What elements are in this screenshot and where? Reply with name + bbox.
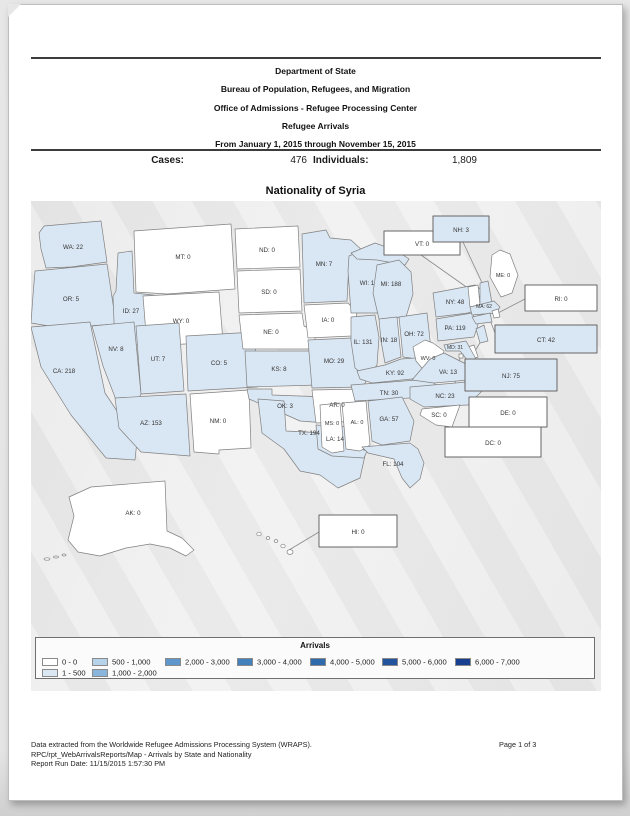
state-label-IA: IA: 0 xyxy=(321,317,335,324)
header-line-report-type: Refugee Arrivals xyxy=(281,120,350,131)
state-label-OR: OR: 5 xyxy=(62,296,80,303)
state-label-OH: OH: 72 xyxy=(404,331,424,338)
legend-item xyxy=(237,653,302,667)
state-label-SD: SD: 0 xyxy=(261,289,277,296)
legend-range-label: 0 - 0 xyxy=(62,657,78,667)
state-label-GA: GA: 57 xyxy=(379,416,399,423)
leader-nh xyxy=(463,242,484,287)
ak-island xyxy=(62,554,66,556)
us-choropleth-map xyxy=(31,201,601,635)
legend-swatch xyxy=(310,658,326,666)
header-rule-bottom xyxy=(31,149,601,151)
callout-label-DC: DC: 0 xyxy=(485,440,501,447)
state-label-KS: KS: 8 xyxy=(271,366,287,373)
footer-run-date: Report Run Date: 11/15/2015 1:57:30 PM xyxy=(31,759,166,768)
state-label-WV: WV: 0 xyxy=(420,356,436,362)
legend-range-label: 2,000 - 3,000 xyxy=(185,657,230,667)
map-legend xyxy=(35,637,595,679)
state-label-VA: VA: 13 xyxy=(438,369,458,376)
totals-row xyxy=(9,155,622,171)
legend-range-label: 4,000 - 5,000 xyxy=(330,657,375,667)
report-footer xyxy=(31,740,471,769)
footer-source-line: Data extracted from the Worldwide Refugee Admissions Processing System (WRAPS). xyxy=(31,740,312,749)
state-label-IL: IL: 131 xyxy=(353,339,373,346)
hi-island xyxy=(287,550,293,555)
state-label-UT: UT: 7 xyxy=(150,356,166,363)
individuals-value: 1,809 xyxy=(451,155,477,166)
state-NH xyxy=(480,281,492,305)
callout-label-CT: CT: 42 xyxy=(537,337,555,344)
state-label-MT: MT: 0 xyxy=(175,254,191,261)
state-label-KY: KY: 92 xyxy=(385,370,405,377)
state-label-MD: MD: 31 xyxy=(446,345,464,351)
page-number: Page 1 of 3 xyxy=(499,740,537,749)
state-label-WY: WY: 0 xyxy=(172,318,190,325)
legend-item xyxy=(42,653,78,667)
callout-label-HI: HI: 0 xyxy=(351,529,365,536)
state-label-NY: NY: 48 xyxy=(445,299,465,306)
state-label-ND: ND: 0 xyxy=(259,247,275,254)
leader-hi xyxy=(289,532,319,550)
state-label-LA: LA: 14 xyxy=(326,436,344,443)
ak-island xyxy=(44,558,50,560)
state-label-CO: CO: 5 xyxy=(210,360,228,367)
state-label-MA: MA: 62 xyxy=(476,304,492,310)
callout-label-NH: NH: 3 xyxy=(453,227,469,234)
hi-island xyxy=(266,537,270,540)
legend-range-label: 1,000 - 2,000 xyxy=(112,668,157,678)
legend-swatch xyxy=(165,658,181,666)
state-MI xyxy=(373,260,413,319)
cases-value: 476 xyxy=(290,155,307,166)
state-AL xyxy=(342,401,370,451)
state-label-ME: ME: 0 xyxy=(495,273,511,279)
legend-range-label: 500 - 1,000 xyxy=(112,657,151,667)
callout-label-DE: DE: 0 xyxy=(500,410,516,417)
report-page xyxy=(8,4,623,801)
legend-item xyxy=(42,664,86,678)
leader-ri xyxy=(496,299,525,314)
footer-report-path: RPC/rpt_WebArrivalsReports/Map - Arrivals by State and Nationality xyxy=(31,749,252,759)
state-label-NE: NE: 0 xyxy=(263,329,279,336)
individuals-label: Individuals: xyxy=(313,155,369,166)
state-label-AL: AL: 0 xyxy=(350,420,364,426)
state-label-TX: TX: 194 xyxy=(298,430,320,437)
callout-label-NJ: NJ: 75 xyxy=(502,373,520,380)
hi-island xyxy=(257,532,261,536)
state-label-AZ: AZ: 153 xyxy=(140,420,162,427)
legend-item xyxy=(382,653,447,667)
callout-label-VT: VT: 0 xyxy=(414,241,430,248)
state-label-WA: WA: 22 xyxy=(62,244,84,251)
legend-range-label: 3,000 - 4,000 xyxy=(257,657,302,667)
legend-swatch xyxy=(92,669,108,677)
map-title: Nationality of Syria xyxy=(265,185,366,197)
report-header xyxy=(9,62,622,153)
state-label-TN: TN: 30 xyxy=(379,390,399,397)
state-label-SC: SC: 0 xyxy=(431,412,447,419)
state-label-OK: OK: 3 xyxy=(277,403,293,410)
state-label-NV: NV: 8 xyxy=(108,346,124,353)
header-rule-top xyxy=(31,57,601,59)
header-line-date-range: From January 1, 2015 through November 15, 2015 xyxy=(215,139,416,150)
cases-label: Cases: xyxy=(151,155,184,166)
state-label-ID: ID: 27 xyxy=(122,308,140,315)
callout-label-RI: RI: 0 xyxy=(554,296,568,303)
header-line-bureau: Bureau of Population, Refugees, and Migration xyxy=(220,84,411,95)
legend-swatch xyxy=(42,669,58,677)
legend-item xyxy=(92,664,157,678)
state-DC xyxy=(459,354,463,358)
state-label-IN: IN: 18 xyxy=(380,337,398,344)
state-label-WI: WI: 1 xyxy=(359,280,375,287)
state-label-FL: FL: 104 xyxy=(382,461,404,468)
state-MS xyxy=(320,403,344,453)
state-label-AR: AR: 0 xyxy=(329,402,345,409)
us-map-panel xyxy=(31,201,601,691)
legend-title: Arrivals xyxy=(300,641,330,650)
state-label-NC: NC: 23 xyxy=(435,393,455,400)
state-label-MI: MI: 188 xyxy=(380,281,402,288)
legend-swatch xyxy=(382,658,398,666)
hi-island xyxy=(274,540,278,543)
legend-range-label: 6,000 - 7,000 xyxy=(475,657,520,667)
state-label-MN: MN: 7 xyxy=(315,261,333,268)
state-RI xyxy=(492,309,500,318)
legend-swatch xyxy=(455,658,471,666)
leader-vt xyxy=(421,255,472,291)
header-line-office: Office of Admissions - Refugee Processing Center xyxy=(213,102,418,113)
legend-item xyxy=(455,653,520,667)
state-NJ xyxy=(476,325,488,343)
state-label-AK: AK: 0 xyxy=(125,510,141,517)
legend-item xyxy=(165,653,230,667)
page-corner-fold xyxy=(8,4,21,17)
state-label-CA: CA: 218 xyxy=(52,368,76,375)
state-AK xyxy=(68,481,194,556)
header-line-agency: Department of State xyxy=(275,66,356,76)
legend-range-label: 5,000 - 6,000 xyxy=(402,657,447,667)
legend-range-label: 1 - 500 xyxy=(62,668,86,678)
ak-island xyxy=(54,556,59,558)
state-label-MS: MS: 0 xyxy=(324,421,340,427)
hi-island xyxy=(281,544,285,548)
state-label-PA: PA: 119 xyxy=(444,325,466,332)
state-label-NM: NM: 0 xyxy=(209,418,227,425)
state-label-MO: MO: 29 xyxy=(323,358,345,365)
legend-swatch xyxy=(237,658,253,666)
legend-item xyxy=(310,653,375,667)
legend-item xyxy=(92,653,151,667)
